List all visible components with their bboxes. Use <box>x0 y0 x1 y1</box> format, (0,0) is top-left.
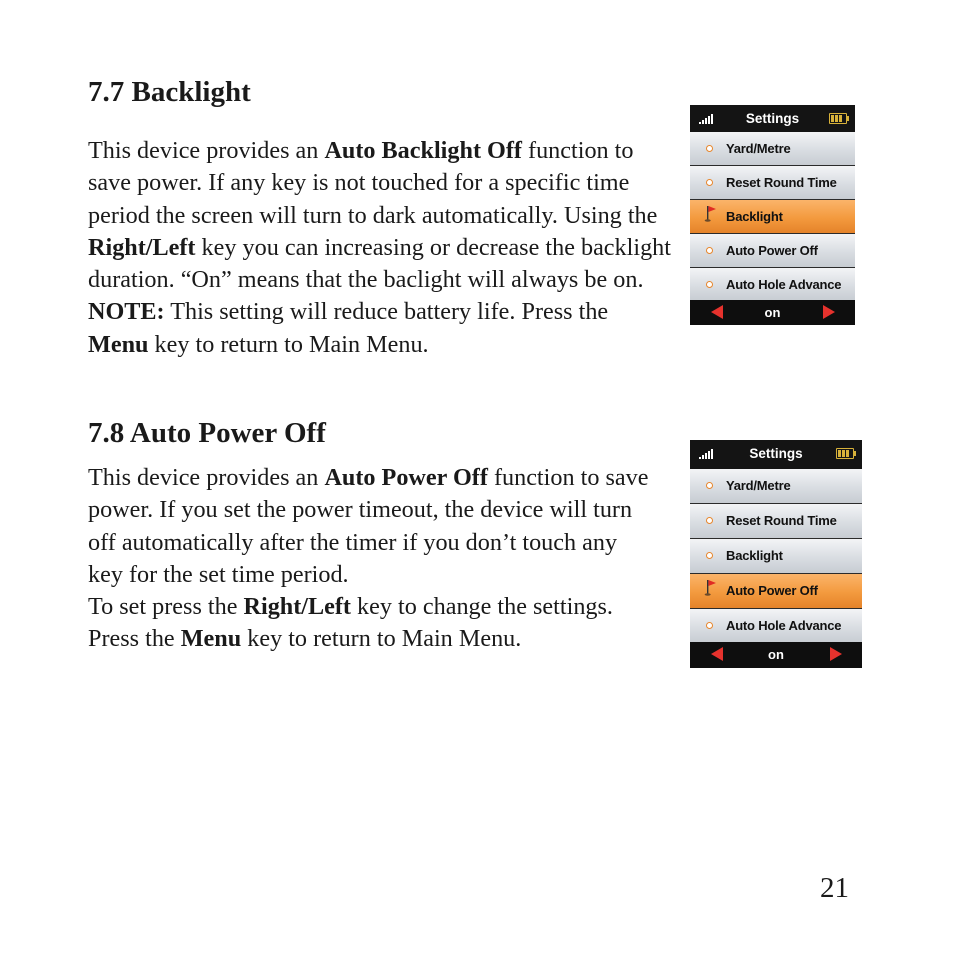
paragraph-text: function to save power. If any key is not touched for a specific time period the screen will turn to dark automatically. Using the <box>88 137 658 229</box>
dot-icon <box>706 482 713 489</box>
device-value-bar <box>690 300 855 325</box>
bold-term: Menu <box>180 625 242 653</box>
paragraph-text: function to save power. If you set the power timeout, the device will turn off automatically after the timer if you don’t touch any key for the set time period. <box>88 464 649 588</box>
section-paragraph-auto-power-off <box>88 462 658 656</box>
section-heading-auto-power-off: 7.8 Auto Power Off <box>88 417 326 449</box>
dot-icon <box>706 552 713 559</box>
page-number: 21 <box>820 872 849 904</box>
menu-item-auto-power-off <box>690 234 855 267</box>
bold-term: Menu <box>88 330 149 358</box>
bold-term: Auto Power Off <box>324 464 488 491</box>
bold-term: Right/Left <box>243 593 351 621</box>
dot-icon <box>706 145 713 152</box>
paragraph-text: This device provides an <box>88 137 325 164</box>
menu-item-label: Reset Round Time <box>726 513 837 528</box>
paragraph-text: key you can increasing or decrease the backlight duration. “On” means that the baclight will always be on. <box>88 233 671 294</box>
menu-item-label: Backlight <box>726 548 783 563</box>
device-title: Settings <box>749 446 803 461</box>
flag-icon <box>704 579 718 597</box>
section-heading-backlight: 7.7 Backlight <box>88 76 251 108</box>
paragraph-text: This setting will reduce battery life. Press the <box>164 298 609 326</box>
menu-item-label: Backlight <box>726 209 783 224</box>
dot-icon <box>706 247 713 254</box>
menu-item-reset-round-time <box>690 166 855 199</box>
menu-item-auto-power-off <box>690 574 862 608</box>
menu-item-label: Auto Hole Advance <box>726 618 842 633</box>
device-status-bar <box>690 440 862 469</box>
right-arrow-icon <box>830 647 842 661</box>
flag-icon <box>704 205 718 223</box>
battery-icon <box>836 448 854 459</box>
section-paragraph-backlight <box>88 135 673 361</box>
menu-item-label: Yard/Metre <box>726 478 791 493</box>
device-screen-auto-power-off <box>690 440 862 668</box>
bold-term: NOTE: <box>88 298 165 326</box>
device-value-bar <box>690 642 862 668</box>
menu-item-yard-metre <box>690 132 855 165</box>
menu-item-label: Auto Power Off <box>726 243 818 258</box>
dot-icon <box>706 281 713 288</box>
menu-item-label: Auto Power Off <box>726 583 818 598</box>
menu-item-reset-round-time <box>690 504 862 538</box>
menu-item-auto-hole-advance <box>690 609 862 643</box>
menu-item-backlight <box>690 200 855 233</box>
menu-item-yard-metre <box>690 469 862 503</box>
menu-item-backlight <box>690 539 862 573</box>
device-status-bar <box>690 105 855 132</box>
menu-item-label: Yard/Metre <box>726 141 791 156</box>
dot-icon <box>706 179 713 186</box>
paragraph-text: key to change the settings. <box>351 593 613 621</box>
battery-icon <box>829 113 847 124</box>
right-arrow-icon <box>823 305 835 319</box>
setting-value: on <box>768 647 784 662</box>
paragraph-text: Press the <box>88 625 181 653</box>
device-screen-backlight <box>690 105 855 325</box>
menu-item-auto-hole-advance <box>690 268 855 301</box>
dot-icon <box>706 517 713 524</box>
paragraph-text: key to return to Main Menu. <box>148 330 429 358</box>
paragraph-text: key to return to Main Menu. <box>241 625 522 653</box>
device-title: Settings <box>745 111 800 126</box>
bold-term: Right/Left <box>88 233 196 261</box>
menu-item-label: Auto Hole Advance <box>726 277 842 292</box>
paragraph-text: This device provides an <box>88 464 325 491</box>
bold-term: Auto Backlight Off <box>324 137 522 164</box>
menu-item-label: Reset Round Time <box>726 175 837 190</box>
dot-icon <box>706 622 713 629</box>
paragraph-text: To set press the <box>88 593 244 621</box>
setting-value: on <box>764 305 781 320</box>
